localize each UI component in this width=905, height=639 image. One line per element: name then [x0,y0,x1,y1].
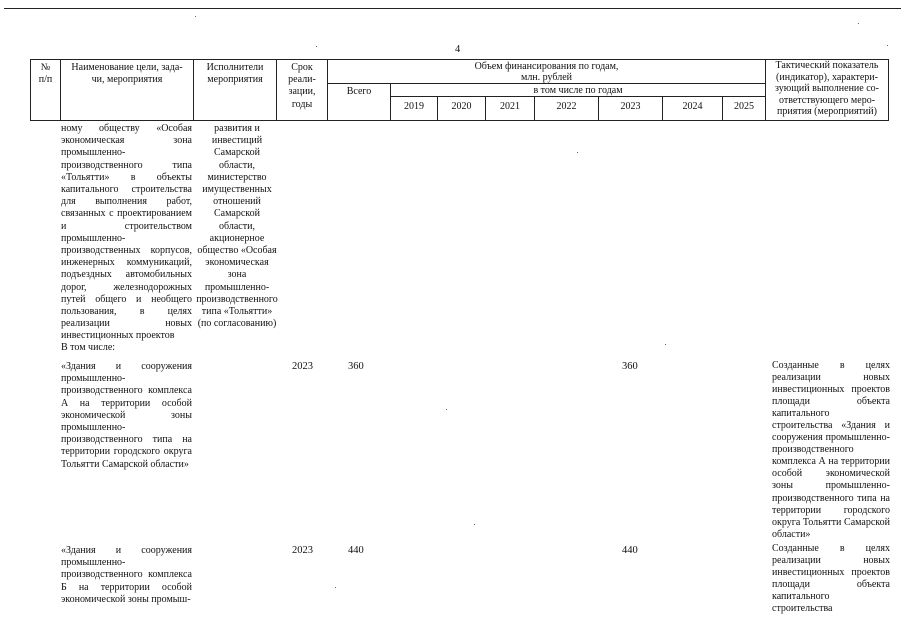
scan-speck [195,16,196,17]
header-top-rule [30,59,889,60]
row-b-term: 2023 [292,545,313,556]
page-number: 4 [455,44,461,55]
row-a-indicator: Созданные в целях реализации новых инвестиционных проектов площади объекта капитального строительства «Здания и сооружения промышленно-производственного комплекса А на территории особой экономической зоны промышленно-производственного типа на территории городского округа Тольятти Самарской области» [772,360,890,540]
header-year: 2024 [682,101,703,112]
row-a-term: 2023 [292,361,313,372]
header-year: 2021 [500,101,520,112]
header-year: 2022 [556,101,577,112]
scan-speck [316,46,317,47]
including-label: В том числе: [61,342,116,353]
row-b-indicator: Созданные в целях реализации новых инвестиционных проектов площади объекта капитального строительства [772,543,890,615]
scan-speck [887,45,888,46]
row-a-name: «Здания и сооружения промышленно-производственного комплекса А на территории особой экономической зоны промышленно-производственного типа на территории городского округа Тольятти Самарской области» [61,361,192,470]
row-a-total: 360 [348,361,364,372]
row-a-2023: 360 [622,361,638,372]
scan-speck [474,524,475,525]
row-b-name: «Здания и сооружения промышленно-производственного комплекса Б на территории особой экономической зоны промыш- [61,545,192,605]
header-executors: Исполнители мероприятия [206,62,264,86]
scan-speck [577,152,578,153]
header-number: № п/п [38,62,53,86]
header-term: Срок реали- зации, годы [288,62,316,110]
header-name: Наименование цели, зада- чи, мероприятия [71,62,183,86]
grid-line [888,59,889,121]
header-by-year: в том числе по годам [533,85,623,96]
top-border-line [4,8,901,9]
scan-speck [335,587,336,588]
header-year: 2025 [734,101,754,112]
row-b-total: 440 [348,545,364,556]
header-year: 2019 [404,101,424,112]
header-total: Всего [346,86,372,97]
header-year: 2023 [620,101,641,112]
scan-speck [858,23,859,24]
row-b-2023: 440 [622,545,638,556]
scan-speck [446,409,447,410]
header-volume-rule [327,83,765,84]
header-volume: Объем финансирования по годам, млн. рублей [474,61,619,83]
header-year: 2020 [451,101,472,112]
main-row-name: ному обществу «Особая экономическая зона промышленно-производственного типа «Тольятти» в объекты капитального строительства для выполнения работ, связанных с проектированием и строительством промышленно-производственных корпусов, инженерных коммуникаций, подъездных автомобильных дорог, железнодорожных путей общего и необщего пользования, в целях реализации новых инвестиционных проектов [61,123,192,342]
scan-speck [665,344,666,345]
header-bottom-rule [30,120,889,121]
main-row-executors: развития и инвестиций Самарской области, министерство имущественных отношений Самарской области, акционерное общество «Особая экономическая зона промышленно-производственного типа «Тольятти» (по согласованию) [196,123,278,330]
header-indicator: Тактический показатель (индикатор), характери- зующий выполнение со- ответствующего меро- приятия (мероприятий) [775,60,879,118]
